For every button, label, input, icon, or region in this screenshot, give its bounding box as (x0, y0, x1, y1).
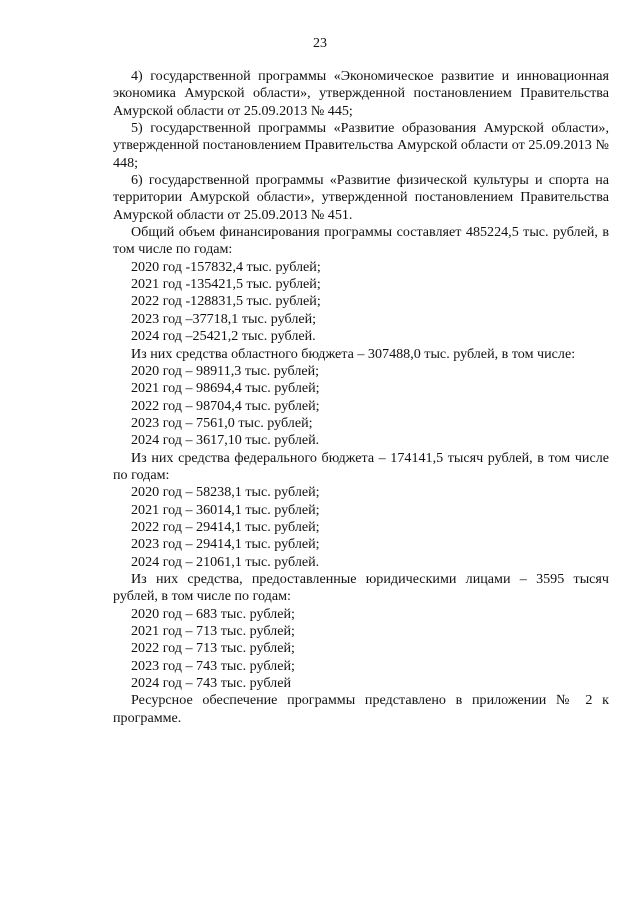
regional-budget-by-year (113, 363, 609, 450)
list-item: 2024 год – 21061,1 тыс. рублей. (131, 553, 320, 570)
list-item: 2021 год -135421,5 тыс. рублей; (131, 276, 321, 293)
list-item: 2022 год – 29414,1 тыс. рублей; (131, 518, 320, 535)
program-item-5: 5) государственной программы «Развитие образования Амурской области», утвержденной постановлением Правительства Амурской области от 25.09.2013 № 448; (113, 120, 609, 171)
list-item: 2022 год – 98704,4 тыс. рублей; (131, 397, 320, 414)
list-item: 2020 год – 683 тыс. рублей; (131, 605, 295, 622)
list-item: 2022 год – 713 тыс. рублей; (131, 640, 295, 657)
list-item: 2023 год – 743 тыс. рублей; (131, 657, 295, 674)
regional-budget-intro: Из них средства областного бюджета – 307488,0 тыс. рублей, в том числе: (131, 345, 576, 362)
list-item: 2021 год – 98694,4 тыс. рублей; (131, 380, 320, 397)
program-item-6: 6) государственной программы «Развитие физической культуры и спорта на территории Амурской области», утвержденной постановлением Правительства Амурской области от 25.09.2013 № 451. (113, 172, 609, 223)
closing-paragraph: Ресурсное обеспечение программы представлено в приложении № 2 к программе. (113, 692, 609, 726)
document-body (113, 68, 609, 727)
list-item: 2020 год -157832,4 тыс. рублей; (131, 258, 321, 275)
program-item-4: 4) государственной программы «Экономическое развитие и инновационная экономика Амурской области», утвержденной постановлением Правительства Амурской области от 25.09.2013 № 445; (113, 68, 609, 119)
list-item: 2020 год – 58238,1 тыс. рублей; (131, 484, 320, 501)
total-funding-by-year (113, 259, 609, 346)
list-item: 2024 год –25421,2 тыс. рублей. (131, 328, 316, 345)
federal-budget-by-year (113, 484, 609, 571)
list-item: 2020 год – 98911,3 тыс. рублей; (131, 362, 320, 379)
list-item: 2023 год – 29414,1 тыс. рублей; (131, 536, 320, 553)
list-item: 2023 год –37718,1 тыс. рублей; (131, 310, 317, 327)
list-item: 2024 год – 743 тыс. рублей (131, 675, 292, 692)
list-item: 2023 год – 7561,0 тыс. рублей; (131, 414, 313, 431)
federal-budget-intro: Из них средства федерального бюджета – 174141,5 тысяч рублей, в том числе по годам: (113, 449, 609, 483)
legal-entities-intro: Из них средства, предоставленные юридическими лицами – 3595 тысяч рублей, в том числе по годам: (113, 570, 609, 605)
total-funding-intro: Общий объем финансирования программы составляет 485224,5 тыс. рублей, в том числе по годам: (113, 224, 609, 258)
list-item: 2024 год – 3617,10 тыс. рублей. (131, 432, 320, 449)
list-item: 2022 год -128831,5 тыс. рублей; (131, 293, 321, 310)
page-number: 23 (313, 36, 327, 51)
list-item: 2021 год – 713 тыс. рублей; (131, 623, 295, 639)
legal-entities-by-year (113, 606, 609, 693)
list-item: 2021 год – 36014,1 тыс. рублей; (131, 501, 320, 518)
